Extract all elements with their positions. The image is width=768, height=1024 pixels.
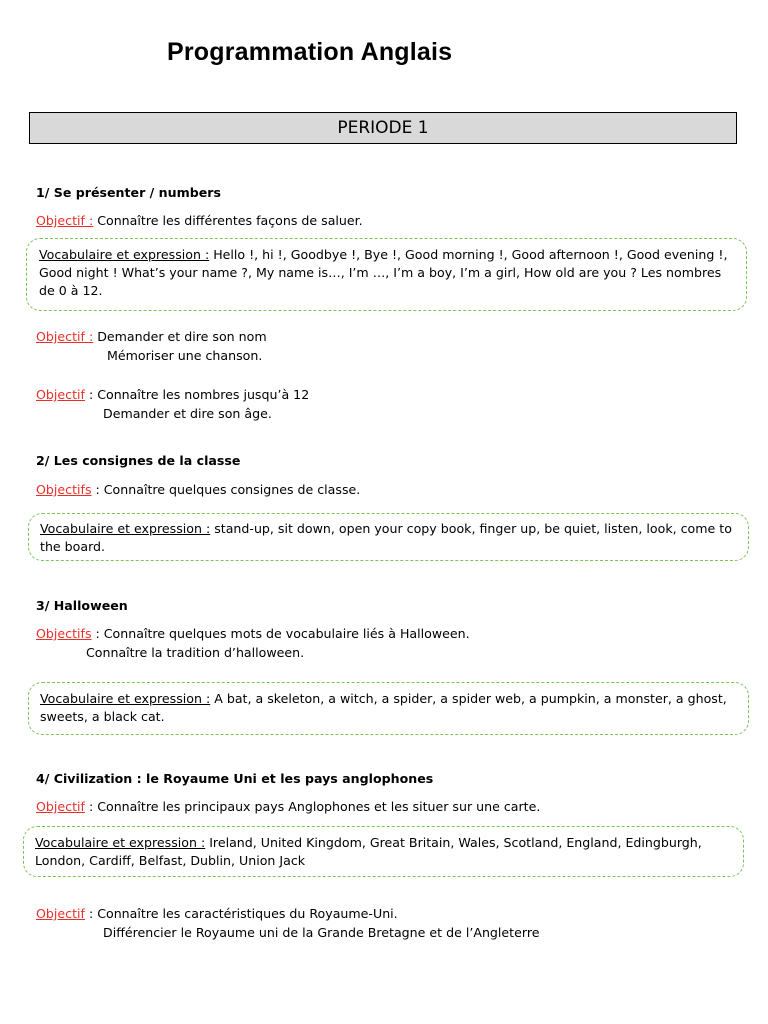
section-3-heading: 3/ Halloween	[36, 598, 128, 613]
s2-objective	[36, 481, 360, 499]
objective-label: Objectifs	[36, 626, 92, 641]
objective-text: : Connaître les nombres jusqu’à 12	[84, 387, 310, 402]
page-title: Programmation Anglais	[167, 38, 453, 66]
vocab-content: Ireland, United Kingdom, Great Britain, Wales, Scotland, England, Edingburgh, London, Cardiff, Belfast, Dublin, Union Jack	[35, 835, 702, 868]
section-4-heading: 4/ Civilization : le Royaume Uni et les pays anglophones	[36, 771, 434, 786]
objective-label: Objectifs	[36, 482, 92, 497]
vocab-label: Vocabulaire et expression :	[40, 521, 211, 536]
s1-vocab-text	[27, 239, 746, 300]
s2-vocab-box	[28, 513, 749, 561]
vocab-content: Hello !, hi !, Goodbye !, Bye !, Good morning !, Good afternoon !, Good evening !, Good night ! What’s your name ?, My name is…, I’m …, I’m a boy, I’m a girl, How old are you ? Les nombres de 0 à 12.	[39, 247, 728, 298]
objective-text: : Connaître quelques mots de vocabulaire liés à Halloween.	[91, 626, 470, 641]
objective-text: : Connaître quelques consignes de classe.	[91, 482, 361, 497]
s1-objective-2-line2: Mémoriser une chanson.	[107, 348, 263, 363]
s4-objective-2-line2: Différencier le Royaume uni de la Grande Bretagne et de l’Angleterre	[103, 925, 540, 940]
vocab-label: Vocabulaire et expression :	[35, 835, 206, 850]
s4-objective-1	[36, 798, 540, 816]
s3-objective-line2: Connaître la tradition d’halloween.	[86, 645, 305, 660]
s1-objective-1	[36, 212, 363, 230]
section-1-heading: 1/ Se présenter / numbers	[36, 185, 221, 200]
objective-text: : Connaître les caractéristiques du Royaume-Uni.	[84, 906, 398, 921]
objective-label: Objectif	[36, 387, 85, 402]
period-label: PERIODE 1	[337, 118, 429, 138]
s3-vocab-box	[28, 682, 749, 735]
s3-objective	[36, 625, 470, 643]
s2-vocab-text	[29, 514, 748, 556]
s1-objective-2	[36, 328, 267, 346]
objective-label: Objectif	[36, 906, 85, 921]
objective-label: Objectif	[36, 799, 85, 814]
vocab-content: A bat, a skeleton, a witch, a spider, a spider web, a pumpkin, a monster, a ghost, sweets, a black cat.	[40, 691, 727, 724]
objective-text: : Connaître les principaux pays Anglophones et les situer sur une carte.	[84, 799, 541, 814]
s4-objective-2	[36, 905, 398, 923]
vocab-label: Vocabulaire et expression :	[39, 247, 210, 262]
section-2-heading: 2/ Les consignes de la classe	[36, 453, 241, 468]
period-banner	[29, 112, 737, 144]
objective-label: Objectif :	[36, 213, 94, 228]
s1-objective-3-line2: Demander et dire son âge.	[103, 406, 272, 421]
s1-objective-3	[36, 386, 309, 404]
s3-vocab-text	[29, 683, 748, 726]
vocab-content: stand-up, sit down, open your copy book, finger up, be quiet, listen, look, come to the board.	[40, 521, 732, 554]
objective-label: Objectif :	[36, 329, 94, 344]
objective-text: Demander et dire son nom	[93, 329, 267, 344]
s4-vocab-text	[24, 827, 743, 870]
vocab-label: Vocabulaire et expression :	[40, 691, 211, 706]
s4-vocab-box	[23, 826, 744, 877]
s1-vocab-box	[26, 238, 747, 311]
objective-text: Connaître les différentes façons de saluer.	[93, 213, 363, 228]
